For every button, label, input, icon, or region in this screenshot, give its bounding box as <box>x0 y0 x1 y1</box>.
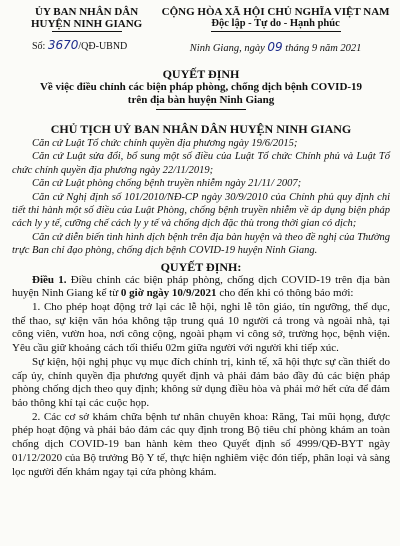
legal-basis-item: Căn cứ Luật Tổ chức chính quyền địa phương ngày 19/6/2015; <box>32 138 298 149</box>
nation-block <box>161 6 390 62</box>
nation-name: CỘNG HÒA XÃ HỘI CHỦ NGHĨA VIỆT NAM <box>161 6 390 18</box>
authority-heading: CHỦ TỊCH UỶ BAN NHÂN DÂN HUYỆN NINH GIANG <box>50 122 352 136</box>
place-suffix: tháng 9 năm 2021 <box>285 43 362 54</box>
legal-basis-item: Căn cứ Luật sửa đổi, bổ sung một số điều của Luật Tổ chức Chính phủ và Luật Tổ chức chính quyền địa phương ngày 22/11/2019; <box>12 151 390 176</box>
motto-underline <box>211 31 341 32</box>
document-header <box>12 0 390 62</box>
article-1 <box>12 274 390 301</box>
legal-basis-item: Căn cứ diễn biến tình hình dịch bệnh trên địa bàn huyện và theo đề nghị của Thường trực Ban chỉ đạo phòng, chống dịch bệnh COVID-19 huyện Ninh Giang. <box>12 231 390 257</box>
document-title: QUYẾT ĐỊNH <box>162 67 240 81</box>
place-prefix: Ninh Giang, ngày <box>189 43 265 54</box>
subject-underline <box>156 109 246 110</box>
number-suffix: /QĐ-UBND <box>78 41 128 52</box>
article-paragraph: Sự kiện, hội nghị phục vụ mục đích chính trị, kinh tế, xã hội thực sự cần thiết do cấp ủy, chính quyền địa phương quyết định và phải đảm bảo đầy đủ các biện pháp phòng chống dịch theo quy định; không sử dụng điều hòa và phải mở hết cửa để đảm bảo thông khí tại các cuộc họp. <box>12 355 390 409</box>
decision-heading: QUYẾT ĐỊNH: <box>160 259 242 274</box>
issuer-block <box>12 6 161 62</box>
legal-basis-item: Căn cứ Nghị định số 101/2010/NĐ-CP ngày 30/9/2010 của Chính phủ quy định chi tiết thi hành một số điều của Luật Phòng, chống bệnh truyền nhiễm về áp dụng biện pháp cách ly y tế, cưỡng chế cách ly y tế và chống dịch đặc thù trong thời gian có dịch; <box>12 191 390 230</box>
article-1-label: Điều 1. <box>32 273 67 286</box>
legal-basis-list <box>12 137 390 258</box>
article-1-effective-time: 0 giờ ngày 10/9/2021 <box>120 287 217 300</box>
issuer-underline <box>52 31 122 32</box>
nation-motto: Độc lập - Tự do - Hạnh phúc <box>211 18 340 29</box>
number-prefix: Số: <box>32 41 46 52</box>
number-handwritten: 3670 <box>47 38 79 52</box>
article-1-text-before: Điều chỉnh các biện pháp phòng, chống dịch COVID-19 trên địa bàn huyện Ninh Giang kể từ <box>12 273 391 300</box>
place-date <box>161 40 390 54</box>
day-handwritten: 09 <box>267 40 283 54</box>
issuer-line-1: ỦY BAN NHÂN DÂN <box>35 6 139 18</box>
article-paragraph: 2. Các cơ sở khám chữa bệnh tư nhân chuyên khoa: Răng, Tai mũi họng, được phép hoạt động và phải bảo đảm các quy định trong Bộ tiêu chí phòng khám an toàn chống dịch COVID-19 ban hành kèm theo Quyết định số 4999/QĐ-BYT ngày 01/12/2020 của Bộ trưởng Bộ Y tế, thực hiện nghiêm việc đón tiếp, phân loại và sàng lọc người đến khám ngay tại cửa phòng khám. <box>12 410 390 478</box>
issuer-line-2: HUYỆN NINH GIANG <box>30 18 143 30</box>
legal-basis-item: Căn cứ Luật phòng chống bệnh truyền nhiễm ngày 21/11/ 2007; <box>32 178 302 190</box>
article-1-text-after: cho đến khi có thông báo mới: <box>216 287 354 300</box>
subject-line-2: trên địa bàn huyện Ninh Giang <box>127 94 275 106</box>
document-number <box>12 38 161 52</box>
article-paragraph: 1. Cho phép hoạt động trở lại các lễ hội, nghi lễ tôn giáo, tín ngưỡng, thể dục, thể thao, sự kiện văn hóa không tập trung quá 10 người cả trong và ngoài nhà, tại công viên, vườn hoa, nơi công cộng, ngoài phạm vi công sở, trường học, bệnh viện. Yêu cầu giữ khoảng cách tối thiểu 02m giữa người với người khi tiếp xúc. <box>12 301 390 355</box>
subject-line-1: Về việc điều chỉnh các biện pháp phòng, chống dịch bệnh COVID-19 <box>39 81 363 93</box>
